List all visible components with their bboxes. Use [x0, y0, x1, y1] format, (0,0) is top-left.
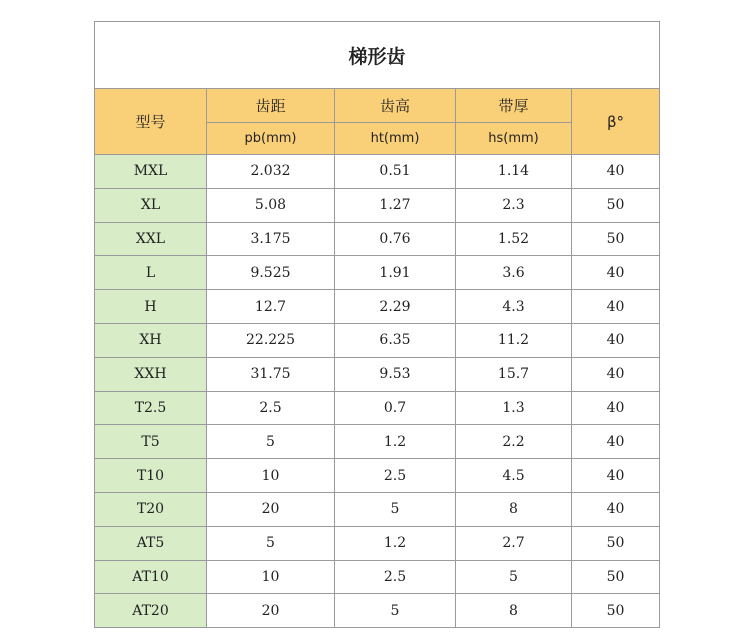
cell-angle: 40	[572, 391, 660, 425]
cell-height: 9.53	[335, 357, 456, 391]
table-row	[95, 560, 660, 594]
cell-pitch: 2.5	[207, 391, 335, 425]
cell-thickness: 2.3	[456, 188, 572, 222]
cell-model: XH	[95, 323, 207, 357]
cell-angle: 50	[572, 188, 660, 222]
cell-angle: 50	[572, 594, 660, 628]
cell-model: AT20	[95, 594, 207, 628]
cell-pitch: 10	[207, 459, 335, 493]
cell-model: XL	[95, 188, 207, 222]
cell-model: T5	[95, 425, 207, 459]
cell-angle: 40	[572, 323, 660, 357]
cell-height: 2.29	[335, 290, 456, 324]
cell-height: 1.2	[335, 425, 456, 459]
cell-model: T2.5	[95, 391, 207, 425]
cell-pitch: 20	[207, 594, 335, 628]
table-row	[95, 290, 660, 324]
cell-height: 5	[335, 594, 456, 628]
cell-height: 6.35	[335, 323, 456, 357]
cell-height: 2.5	[335, 459, 456, 493]
cell-pitch: 31.75	[207, 357, 335, 391]
spec-table-container	[94, 21, 659, 628]
table-row	[95, 323, 660, 357]
cell-pitch: 20	[207, 492, 335, 526]
header-thickness-unit: hs(mm)	[456, 123, 572, 155]
cell-thickness: 2.2	[456, 425, 572, 459]
cell-pitch: 22.225	[207, 323, 335, 357]
table-row	[95, 256, 660, 290]
cell-model: T20	[95, 492, 207, 526]
cell-pitch: 9.525	[207, 256, 335, 290]
cell-thickness: 15.7	[456, 357, 572, 391]
cell-height: 2.5	[335, 560, 456, 594]
cell-angle: 40	[572, 256, 660, 290]
cell-thickness: 11.2	[456, 323, 572, 357]
table-row	[95, 594, 660, 628]
table-row	[95, 526, 660, 560]
header-angle: β°	[572, 89, 660, 155]
cell-pitch: 5	[207, 526, 335, 560]
cell-angle: 40	[572, 290, 660, 324]
header-pitch-unit: pb(mm)	[207, 123, 335, 155]
cell-pitch: 10	[207, 560, 335, 594]
cell-thickness: 8	[456, 594, 572, 628]
header-height: 齿高	[335, 89, 456, 123]
cell-angle: 40	[572, 425, 660, 459]
cell-model: XXL	[95, 222, 207, 256]
cell-height: 1.27	[335, 188, 456, 222]
cell-height: 0.51	[335, 155, 456, 189]
cell-angle: 50	[572, 560, 660, 594]
table-title: 梯形齿	[95, 22, 660, 89]
table-row	[95, 155, 660, 189]
table-row	[95, 188, 660, 222]
cell-model: AT5	[95, 526, 207, 560]
cell-height: 0.76	[335, 222, 456, 256]
table-row	[95, 391, 660, 425]
cell-thickness: 4.3	[456, 290, 572, 324]
cell-pitch: 5.08	[207, 188, 335, 222]
cell-thickness: 1.52	[456, 222, 572, 256]
cell-model: H	[95, 290, 207, 324]
cell-pitch: 5	[207, 425, 335, 459]
table-row	[95, 459, 660, 493]
cell-thickness: 8	[456, 492, 572, 526]
cell-thickness: 4.5	[456, 459, 572, 493]
cell-model: MXL	[95, 155, 207, 189]
cell-thickness: 5	[456, 560, 572, 594]
cell-angle: 40	[572, 357, 660, 391]
cell-height: 1.2	[335, 526, 456, 560]
table-row	[95, 425, 660, 459]
cell-height: 0.7	[335, 391, 456, 425]
header-model: 型号	[95, 89, 207, 155]
table-row	[95, 492, 660, 526]
header-height-unit: ht(mm)	[335, 123, 456, 155]
cell-pitch: 12.7	[207, 290, 335, 324]
cell-height: 1.91	[335, 256, 456, 290]
cell-angle: 50	[572, 526, 660, 560]
cell-height: 5	[335, 492, 456, 526]
cell-angle: 50	[572, 222, 660, 256]
cell-model: L	[95, 256, 207, 290]
cell-angle: 40	[572, 459, 660, 493]
cell-thickness: 2.7	[456, 526, 572, 560]
cell-pitch: 2.032	[207, 155, 335, 189]
cell-thickness: 1.14	[456, 155, 572, 189]
header-pitch: 齿距	[207, 89, 335, 123]
cell-thickness: 1.3	[456, 391, 572, 425]
header-thickness: 带厚	[456, 89, 572, 123]
cell-angle: 40	[572, 155, 660, 189]
cell-thickness: 3.6	[456, 256, 572, 290]
table-row	[95, 222, 660, 256]
cell-model: T10	[95, 459, 207, 493]
trapezoidal-tooth-spec-table	[94, 21, 660, 628]
cell-model: XXH	[95, 357, 207, 391]
table-row	[95, 357, 660, 391]
cell-model: AT10	[95, 560, 207, 594]
cell-pitch: 3.175	[207, 222, 335, 256]
cell-angle: 40	[572, 492, 660, 526]
